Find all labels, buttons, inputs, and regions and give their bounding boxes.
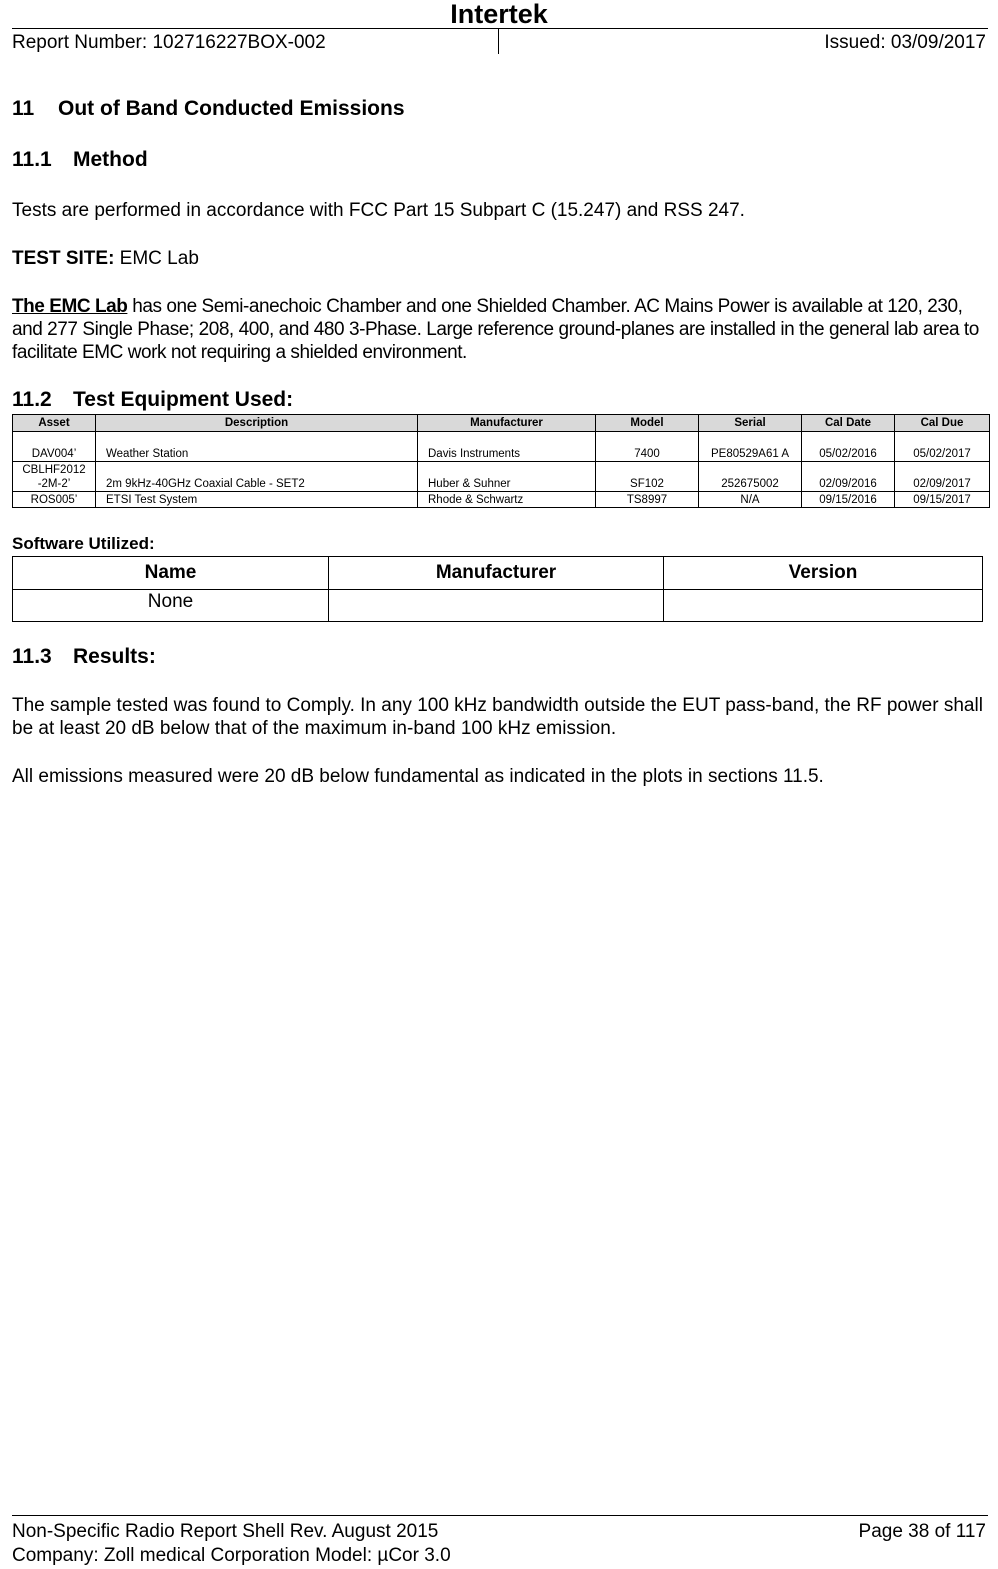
footer-company: Company: Zoll medical Corporation Model: µCor 3.0 bbox=[12, 1545, 451, 1566]
cell-sw-version bbox=[664, 590, 983, 622]
col-name: Name bbox=[13, 557, 329, 590]
header-divider bbox=[12, 28, 988, 29]
company-name: Intertek bbox=[450, 0, 548, 29]
results-heading bbox=[12, 645, 156, 669]
cell-cal-due: 05/02/2017 bbox=[895, 432, 990, 462]
section-heading bbox=[12, 97, 405, 121]
cell-description: Weather Station bbox=[96, 432, 418, 462]
cell-sw-name: None bbox=[13, 590, 329, 622]
header-vertical-divider bbox=[498, 29, 499, 54]
cell-manufacturer: Huber & Suhner bbox=[418, 462, 596, 492]
lab-name: The EMC Lab bbox=[12, 296, 128, 317]
method-title: Method bbox=[73, 148, 148, 171]
software-header-row bbox=[13, 557, 983, 590]
table-row bbox=[13, 590, 983, 622]
col-description: Description bbox=[96, 415, 418, 432]
software-title: Software Utilized: bbox=[12, 534, 155, 553]
method-heading bbox=[12, 148, 148, 172]
cell-manufacturer: Davis Instruments bbox=[418, 432, 596, 462]
col-serial: Serial bbox=[699, 415, 802, 432]
table-row bbox=[13, 492, 990, 508]
footer-shell: Non-Specific Radio Report Shell Rev. August 2015 bbox=[12, 1521, 439, 1542]
equipment-heading bbox=[12, 388, 293, 412]
issued-date: Issued: 03/09/2017 bbox=[824, 32, 986, 53]
col-manufacturer: Manufacturer bbox=[418, 415, 596, 432]
lab-text: has one Semi-anechoic Chamber and one Shielded Chamber. AC Mains Power is available at 120, 230, and 277 Single Phase; 208, 400, and 480 3-Phase. Large reference ground-planes are installed in the general lab area to facilitate EMC work not requiring a shielded environment. bbox=[12, 296, 979, 363]
equipment-title: Test Equipment Used: bbox=[73, 388, 294, 411]
cell-serial: N/A bbox=[699, 492, 802, 508]
cell-cal-due: 02/09/2017 bbox=[895, 462, 990, 492]
cell-serial: 252675002 bbox=[699, 462, 802, 492]
equipment-number: 11.2 bbox=[12, 388, 52, 411]
cell-cal-due: 09/15/2017 bbox=[895, 492, 990, 508]
results-title: Results: bbox=[73, 645, 156, 668]
equipment-table bbox=[12, 414, 990, 508]
table-row bbox=[13, 462, 990, 492]
col-version: Version bbox=[664, 557, 983, 590]
cell-model: TS8997 bbox=[596, 492, 699, 508]
test-site-label: TEST SITE: bbox=[12, 248, 115, 269]
col-model: Model bbox=[596, 415, 699, 432]
results-number: 11.3 bbox=[12, 645, 52, 668]
col-sw-manufacturer: Manufacturer bbox=[329, 557, 664, 590]
cell-serial: PE80529A61 A bbox=[699, 432, 802, 462]
col-cal-date: Cal Date bbox=[802, 415, 895, 432]
test-site-value: EMC Lab bbox=[114, 248, 199, 269]
results-text-1: The sample tested was found to Comply. In any 100 kHz bandwidth outside the EUT pass-band, the RF power shall be at least 20 dB below that of the maximum in-band 100 kHz emission. bbox=[12, 695, 983, 739]
section-title: Out of Band Conducted Emissions bbox=[58, 97, 405, 120]
software-table bbox=[12, 556, 983, 622]
method-number: 11.1 bbox=[12, 148, 52, 171]
report-number: Report Number: 102716227BOX-002 bbox=[12, 32, 326, 53]
footer-divider bbox=[12, 1515, 988, 1516]
equipment-header-row bbox=[13, 415, 990, 432]
cell-cal-date: 09/15/2016 bbox=[802, 492, 895, 508]
cell-manufacturer: Rhode & Schwartz bbox=[418, 492, 596, 508]
method-text: Tests are performed in accordance with FCC Part 15 Subpart C (15.247) and RSS 247. bbox=[12, 200, 745, 221]
cell-cal-date: 05/02/2016 bbox=[802, 432, 895, 462]
cell-model: SF102 bbox=[596, 462, 699, 492]
test-site bbox=[12, 247, 988, 270]
cell-asset: ROS005’ bbox=[13, 492, 96, 508]
cell-asset: CBLHF2012 -2M-2’ bbox=[13, 462, 96, 492]
col-asset: Asset bbox=[13, 415, 96, 432]
cell-asset: DAV004’ bbox=[13, 432, 96, 462]
results-text-2: All emissions measured were 20 dB below fundamental as indicated in the plots in sections 11.5. bbox=[12, 766, 824, 787]
cell-cal-date: 02/09/2016 bbox=[802, 462, 895, 492]
section-number: 11 bbox=[12, 97, 35, 120]
cell-model: 7400 bbox=[596, 432, 699, 462]
lab-description bbox=[12, 295, 988, 364]
page-number: Page 38 of 117 bbox=[858, 1521, 986, 1542]
cell-description: 2m 9kHz-40GHz Coaxial Cable - SET2 bbox=[96, 462, 418, 492]
col-cal-due: Cal Due bbox=[895, 415, 990, 432]
cell-sw-manufacturer bbox=[329, 590, 664, 622]
cell-description: ETSI Test System bbox=[96, 492, 418, 508]
table-row bbox=[13, 432, 990, 462]
